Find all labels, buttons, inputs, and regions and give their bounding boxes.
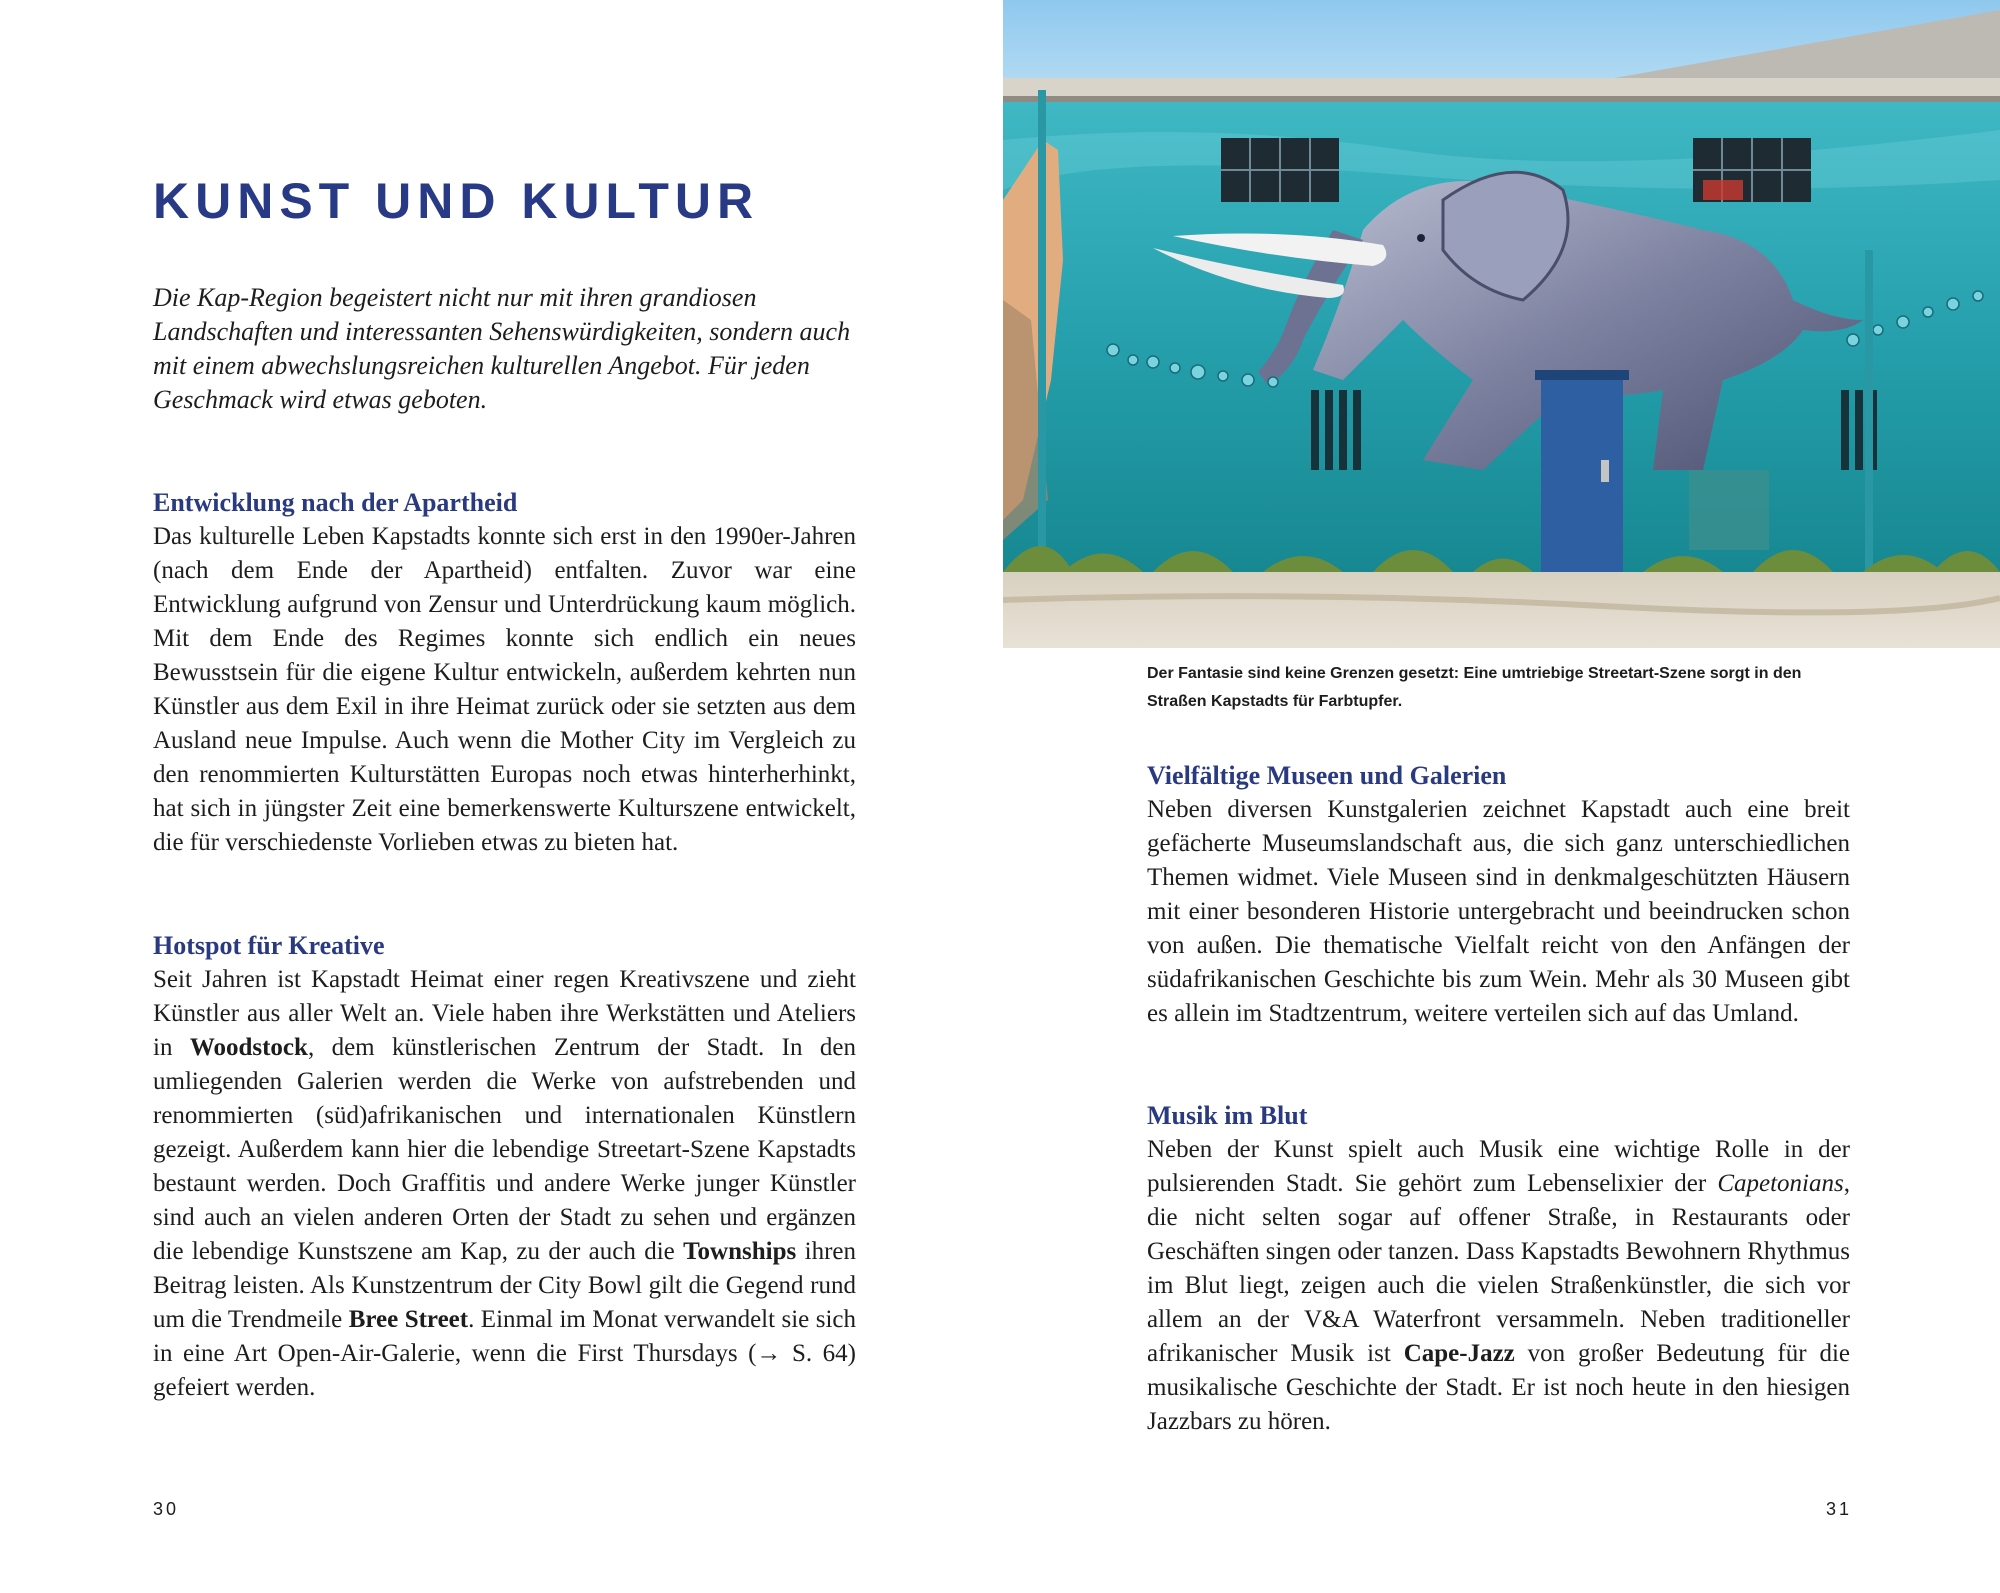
italic-term-capetonians: Capetonians xyxy=(1717,1170,1844,1197)
bold-term-townships: Townships xyxy=(683,1238,797,1265)
section-kreative xyxy=(153,929,856,1405)
section-heading: Hotspot für Kreative xyxy=(153,931,385,960)
intro-paragraph: Die Kap-Region begeistert nicht nur mit ihren grandiosen Landschaften und interessanten Sehenswürdigkeiten, sondern auch mit einem abwechslungsreichen kulturellen Angebot. Für jeden Geschmack wird etwas geboten. xyxy=(153,283,851,414)
section-museen xyxy=(1147,759,1850,1031)
page-number-right: 31 xyxy=(1826,1499,1853,1519)
section-body: Neben diversen Kunstgalerien zeichnet Kapstadt auch eine breit gefächerte Museumslandschaft aus, die sich ganz unterschiedlichen Themen widmet. Viele Museen sind in denkmalgeschützten Häusern mit einer besonderen Historie untergebracht und beeindrucken schon von außen. Die thematische Vielfalt reicht von den Anfängen der südafrikanischen Geschichte bis zum Wein. Mehr als 30 Museen gibt es allein im Stadtzentrum, weitere verteilen sich auf das Umland. xyxy=(1147,796,1850,1027)
section-body: Seit Jahren ist Kapstadt Heimat einer regen Kreativszene und zieht Künstler aus aller Welt an. Viele haben ihre Werkstätten und Ateliers in Woodstock, dem künstlerischen Zentrum der Stadt. In den umliegenden Galerien werden die Werke von aufstrebenden und renommierten (süd)afrikanischen und internationalen Künstlern gezeigt. Außerdem kann hier die lebendige Streetart-Szene Kapstadts bestaunt werden. Doch Graffitis und andere Werke junger Künstler sind auch an vielen anderen Orten der Stadt zu sehen und ergänzen die lebendige Kunstszene am Kap, zu der auch die Townships ihren Beitrag leisten. Als Kunstzentrum der City Bowl gilt die Gegend rund um die Trendmeile Bree Street. Einmal im Monat verwandelt sie sich in eine Art Open-Air-Galerie, wenn die First Thursdays (→ S. 64) gefeiert werden. xyxy=(153,966,857,1401)
section-heading: Entwicklung nach der Apartheid xyxy=(153,488,518,517)
page-title: KUNST UND KULTUR xyxy=(153,173,760,229)
section-apartheid xyxy=(153,486,856,860)
bold-term-cape-jazz: Cape-Jazz xyxy=(1403,1340,1515,1367)
section-heading: Musik im Blut xyxy=(1147,1101,1308,1130)
page-number-left: 30 xyxy=(153,1499,180,1519)
photo-caption: Der Fantasie sind keine Grenzen gesetzt: Eine umtriebige Streetart-Szene sorgt in den Straßen Kapstadts für Farbtupfer. xyxy=(1147,665,1802,710)
section-heading: Vielfältige Museen und Galerien xyxy=(1147,761,1507,790)
section-body: Das kulturelle Leben Kapstadts konnte sich erst in den 1990er-Jahren (nach dem Ende der Apartheid) entfalten. Zuvor war eine Entwicklung aufgrund von Zensur und Unterdrückung kaum möglich. Mit dem Ende des Regimes konnte sich endlich ein neues Bewusstsein für die eigene Kultur entwickeln, außerdem kehrten nun Künstler aus dem Exil in ihre Heimat zurück oder sie setzten aus dem Ausland neue Impulse. Auch wenn die Mother City im Vergleich zu den renommierten Kulturstätten Europas noch etwas hinterherhinkt, hat sich in jüngster Zeit eine bemerkenswerte Kulturszene entwickelt, die für verschiedenste Vorlieben etwas zu bieten hat. xyxy=(153,523,856,856)
bold-term-woodstock: Woodstock xyxy=(189,1034,308,1061)
bold-term-bree-street: Bree Street xyxy=(348,1306,469,1333)
section-musik xyxy=(1147,1099,1850,1439)
elephant-mural-photo xyxy=(1003,0,2000,648)
section-body: Neben der Kunst spielt auch Musik eine wichtige Rolle in der pulsierenden Stadt. Sie gehört zum Lebenselixier der Capetonians, die nicht selten sogar auf offener Straße, in Restaurants oder Geschäften singen oder tanzen. Dass Kapstadts Bewohnern Rhythmus im Blut liegt, zeigen auch die vielen Straßenkünstler, die sich vor allem an der V&A Waterfront versammeln. Neben traditioneller afrikanischer Musik ist Cape-Jazz von großer Bedeutung für die musikalische Geschichte der Stadt. Er ist noch heute in den hiesigen Jazzbars zu hören. xyxy=(1147,1136,1850,1435)
